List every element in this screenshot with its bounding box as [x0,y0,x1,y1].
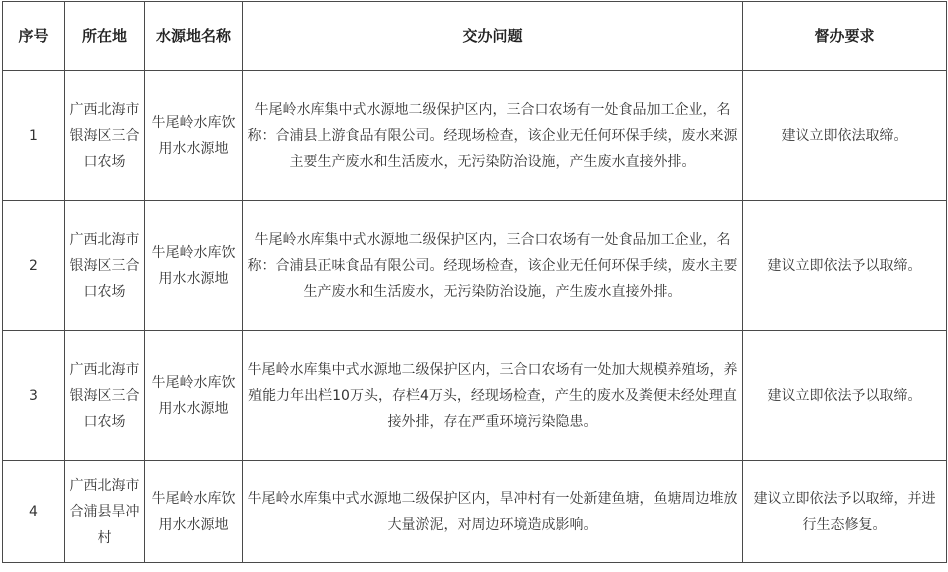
cell-seq: 4 [3,461,65,563]
cell-issue: 牛尾岭水库集中式水源地二级保护区内，三合口农场有一处食品加工企业，名称：合浦县正味食品有限公司。经现场检查，该企业无任何环保手续，废水主要生产废水和生活废水，无污染防治设施，产生废水直接外排。 [243,201,743,331]
cell-issue: 牛尾岭水库集中式水源地二级保护区内，三合口农场有一处食品加工企业，名称：合浦县上游食品有限公司。经现场检查，该企业无任何环保手续，废水来源主要生产废水和生活废水，无污染防治设施，产生废水直接外排。 [243,71,743,201]
cell-location: 广西北海市银海区三合口农场 [65,71,145,201]
header-row [3,2,947,71]
cell-requirement: 建议立即依法取缔。 [743,71,947,201]
header-seq: 序号 [3,2,65,71]
cell-issue: 牛尾岭水库集中式水源地二级保护区内，三合口农场有一处加大规模养殖场，养殖能力年出栏10万头，存栏4万头，经现场检查，产生的废水及粪便未经处理直接外排，存在严重环境污染隐患。 [243,331,743,461]
table-row [3,201,947,331]
cell-location: 广西北海市合浦县旱冲村 [65,461,145,563]
cell-requirement: 建议立即依法予以取缔。 [743,201,947,331]
cell-seq: 2 [3,201,65,331]
header-issue: 交办问题 [243,2,743,71]
table-row [3,461,947,563]
header-source: 水源地名称 [145,2,243,71]
cell-source: 牛尾岭水库饮用水水源地 [145,71,243,201]
cell-issue: 牛尾岭水库集中式水源地二级保护区内，旱冲村有一处新建鱼塘，鱼塘周边堆放大量淤泥，对周边环境造成影响。 [243,461,743,563]
cell-source: 牛尾岭水库饮用水水源地 [145,201,243,331]
cell-location: 广西北海市银海区三合口农场 [65,201,145,331]
header-requirement: 督办要求 [743,2,947,71]
cell-source: 牛尾岭水库饮用水水源地 [145,331,243,461]
table-row [3,331,947,461]
header-location: 所在地 [65,2,145,71]
table-row [3,71,947,201]
cell-seq: 3 [3,331,65,461]
cell-requirement: 建议立即依法予以取缔。 [743,331,947,461]
cell-location: 广西北海市银海区三合口农场 [65,331,145,461]
supervision-table [2,1,947,563]
cell-source: 牛尾岭水库饮用水水源地 [145,461,243,563]
cell-seq: 1 [3,71,65,201]
cell-requirement: 建议立即依法予以取缔，并进行生态修复。 [743,461,947,563]
